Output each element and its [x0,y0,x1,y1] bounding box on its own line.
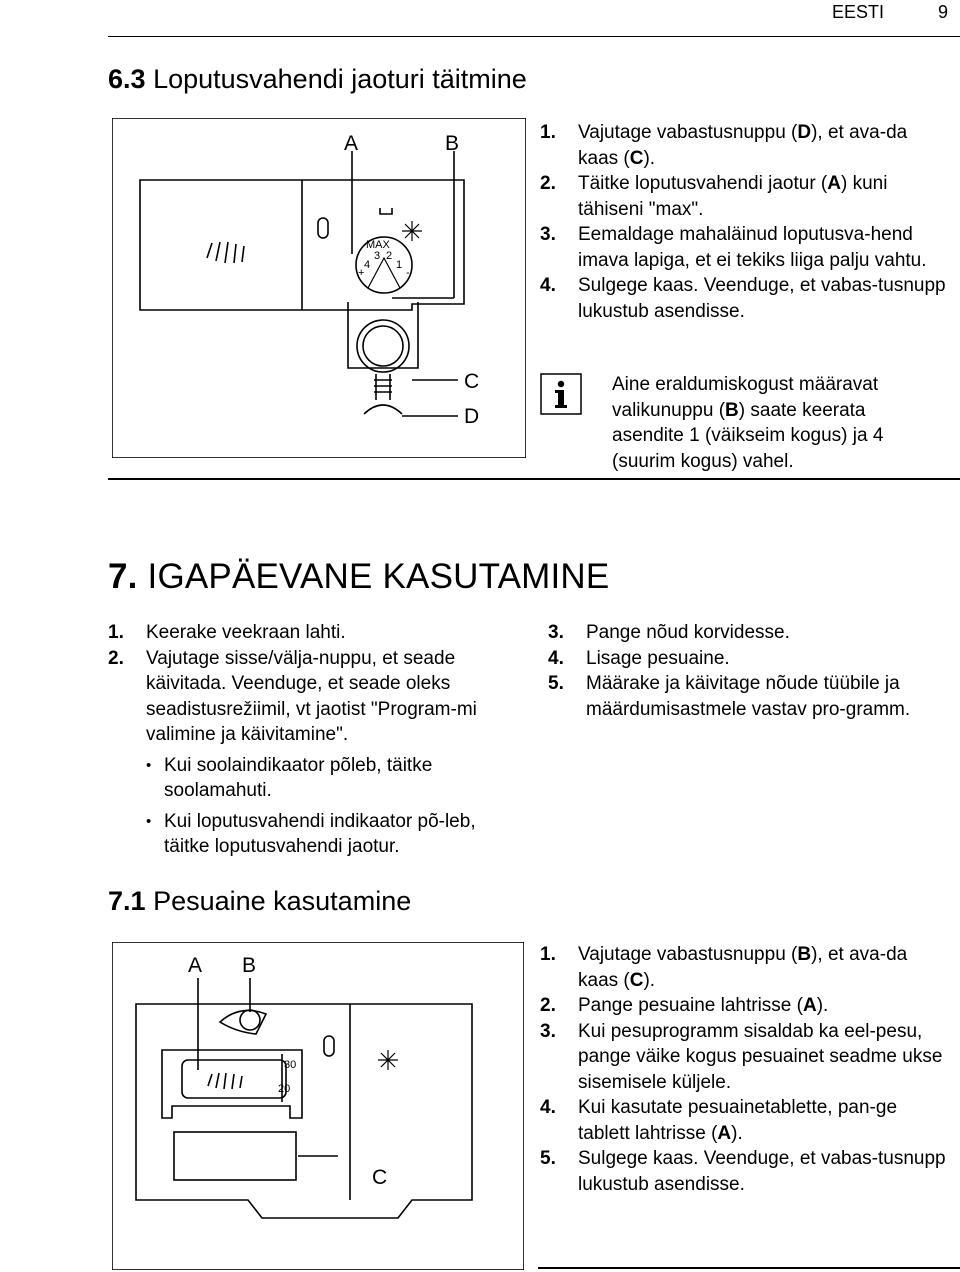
fig-label-b: B [445,132,460,155]
list-item: 5. Sulgege kaas. Veenduge, et vabas-tusnupp lukustub asendisse. [540,1148,946,1195]
dial-scale-2: 2 [386,250,393,262]
dial-scale-4: 4 [364,259,371,271]
section-title-text: Pesuaine kasutamine [153,886,412,916]
section-number: 6.3 [108,64,146,94]
chapter-title-text: IGAPÄEVANE KASUTAMINE [147,557,610,596]
bullet-item: • Kui soolaindikaator põleb, täitke soolamahuti. [146,753,512,804]
list-item: 1. Vajutage vabastusnuppu (D), et ava-da kaas (C). [540,122,908,169]
dial-scale-3: 3 [374,250,381,262]
dial-minus: - [406,267,410,279]
list-item: 4. Sulgege kaas. Veenduge, et vabas-tusnupp lukustub asendisse. [540,275,946,322]
list-item: 3. Eemaldage mahaläinud loputusva-hend imava lapiga, et ei tekiks liiga palju vahtu. [540,224,927,271]
list-item: 4. Kui kasutate pesuainetablette, pan-ge tablett lahtrisse (A). [540,1097,898,1144]
dial-scale-1: 1 [396,259,403,271]
scale-30-label: 30 [284,1059,297,1071]
section-divider [108,478,960,480]
list-item: 2. Täitke loputusvahendi jaotur (A) kuni tähiseni "max". [540,173,888,220]
detergent-steps [540,942,950,1197]
scale-20-label: 20 [278,1083,291,1095]
list-item: 3. Pange nõud korvidesse. [548,622,790,643]
list-item: 3. Kui pesuprogramm sisaldab ka eel-pesu, pange väike kogus pesuainet seadme ukse sisemisele küljele. [540,1020,943,1093]
dial-max-label: MAX [366,239,390,251]
fig-label-c: C [372,1166,388,1189]
header-rule [108,36,960,37]
header-language: EESTI [832,2,885,22]
chapter-7-title [108,557,609,597]
dial-plus: + [358,267,365,279]
section-number: 7.1 [108,886,146,916]
section-7-1-title [108,886,411,917]
section-title-text: Loputusvahendi jaoturi täitmine [153,64,527,94]
fig-label-d: D [464,405,480,428]
fig-label-b: B [242,954,257,977]
info-note: Aine eraldumiskogust määravat valikunuppu (B) saate keerata asendite 1 (väikseim kogus) ja 4 (suurim kogus) vahel. [612,374,884,472]
chapter-number: 7. [108,557,138,596]
fig-label-a: A [188,954,203,977]
list-item: 2. Vajutage sisse/välja-nuppu, et seade käivitada. Veenduge, et seade oleks seadistusrežiimil, vt jaotist "Program-mi valimine ja käivitamine". • Kui soolaindikaator põleb, täitke soolamahuti. • Kui loputusvahendi indikaator põ-leb, täitke loputusvahendi jaotur. [108,646,512,860]
list-item: 1. Vajutage vabastusnuppu (B), et ava-da kaas (C). [540,944,908,991]
bottom-rule [538,1267,960,1269]
section-6-3-title [108,64,527,95]
list-item: 2. Pange pesuaine lahtrisse (A). [540,995,829,1016]
daily-use-left-column [108,620,512,860]
detergent-dispenser-figure [112,942,524,1270]
list-item: 1. Keerake veekraan lahti. [108,622,346,643]
info-icon [540,373,582,415]
list-item: 4. Lisage pesuaine. [548,647,730,669]
daily-use-right-column [548,620,956,722]
fig-label-a: A [344,132,359,155]
rinse-aid-dispenser-figure [112,118,526,458]
rinse-aid-steps [540,120,950,324]
page-number: 9 [938,2,949,22]
list-item: 5. Määrake ja käivitage nõude tüübile ja määrdumisastmele vastav pro-gramm. [548,673,911,720]
fig-label-c: C [464,370,480,393]
bullet-item: • Kui loputusvahendi indikaator põ-leb, täitke loputusvahendi jaotur. [146,809,512,860]
